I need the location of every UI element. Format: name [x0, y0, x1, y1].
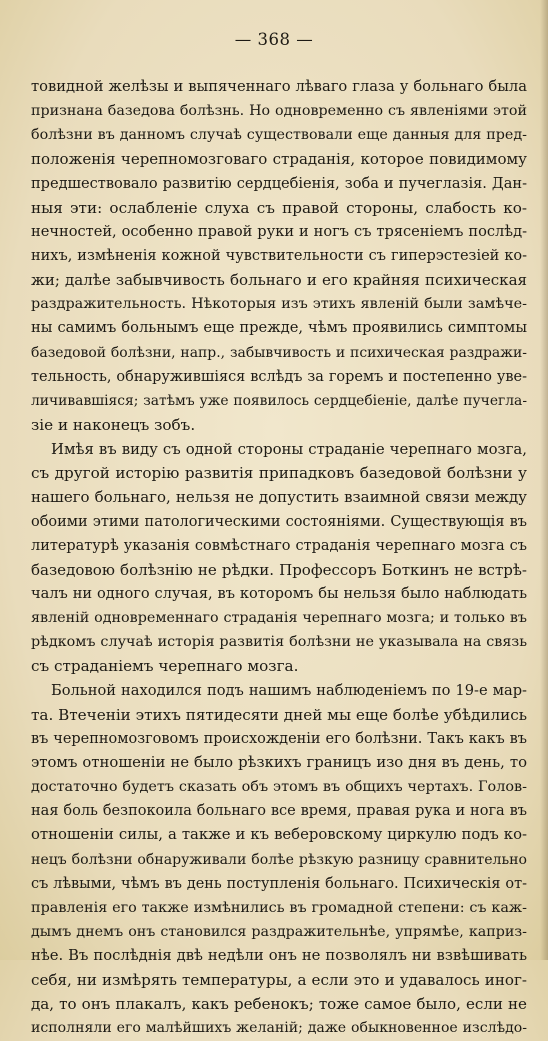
text-line: исполняли его малѣйшихъ желаній; даже обыкновенное изслѣдо-: [31, 1020, 527, 1037]
text-line: нѣе. Въ послѣднія двѣ недѣли онъ не позволялъ ни взвѣшивать: [31, 947, 527, 965]
text-line: Имѣя въ виду съ одной стороны страданіе черепнаго мозга,: [51, 440, 527, 459]
text-line: съ страданіемъ черепнаго мозга.: [31, 657, 299, 676]
text-line: Больной находился подъ нашимъ наблюденіемъ по 19-е мар-: [51, 681, 527, 699]
text-line: этомъ отношеніи не было рѣзкихъ границъ изо дня въ день, то: [31, 753, 527, 771]
text-line: обоими этими патологическими состояніями. Существующія въ: [31, 513, 527, 530]
page-edge-shadow: [540, 0, 548, 960]
body-text: [31, 75, 527, 1041]
text-line: предшествовало развитію сердцебіенія, зоба и пучеглазія. Дан-: [31, 175, 527, 192]
text-line: рѣдкомъ случаѣ исторія развитія болѣзни не указывала на связь: [31, 634, 527, 651]
text-line: жи; далѣе забывчивость больнаго и его крайняя психическая: [31, 271, 527, 290]
text-line: отношеніи силы, а также и къ веберовскому циркулю подъ ко-: [31, 826, 527, 844]
text-line: положенія черепномозговаго страданія, которое повидимому: [31, 150, 527, 169]
text-line: себя, ни измѣрять температуры, а если это и удавалось иног-: [31, 971, 527, 990]
text-line: чалъ ни одного случая, въ которомъ бы нельзя было наблюдать: [31, 584, 527, 602]
text-line: раздражительность. Нѣкоторыя изъ этихъ явленій были замѣче-: [31, 296, 527, 313]
text-line: съ другой исторію развитія припадковъ базедовой болѣзни у: [31, 464, 527, 483]
text-line: явленій одновременнаго страданія черепнаго мозга; и только въ: [31, 610, 527, 627]
text-line: товидной желѣзы и выпяченнаго лѣваго глаза у больнаго была: [31, 78, 527, 95]
text-line: тельность, обнаружившіяся вслѣдъ за горемъ и постепенно уве-: [31, 368, 527, 385]
text-line: болѣзни въ данномъ случаѣ существовали еще данныя для пред-: [31, 127, 527, 144]
text-line: личивавшіяся; затѣмъ уже появилось сердцебіеніе, далѣе пучегла-: [31, 392, 527, 409]
text-line: ная боль безпокоила больнаго все время, правая рука и нога въ: [31, 803, 527, 820]
text-line: нечностей, особенно правой руки и ногъ съ трясеніемъ послѣд-: [31, 222, 527, 240]
text-line: литературѣ указанія совмѣстнаго страданія черепнаго мозга съ: [31, 537, 527, 554]
text-line: нихъ, измѣненія кожной чувствительности съ гиперэстезіей ко-: [31, 247, 527, 264]
text-line: базедовою болѣзнію не рѣдки. Профессоръ Боткинъ не встрѣ-: [31, 560, 527, 579]
text-line: та. Втеченіи этихъ пятидесяти дней мы еще болѣе убѣдились: [31, 705, 527, 724]
text-line: базедовой болѣзни, напр., забывчивость и психическая раздражи-: [31, 344, 527, 361]
text-line: ныя эти: ослабленіе слуха съ правой стороны, слабость ко-: [31, 198, 527, 217]
page-number: — 368 —: [234, 30, 314, 49]
text-line: дымъ днемъ онъ становился раздражительнѣе, упрямѣе, каприз-: [31, 923, 527, 940]
text-line: да, то онъ плакалъ, какъ ребенокъ; тоже самое было, если не: [31, 995, 527, 1014]
text-line: достаточно будетъ сказать объ этомъ въ общихъ чертахъ. Голов-: [31, 779, 527, 796]
text-line: нецъ болѣзни обнаруживали болѣе рѣзкую разницу сравнительно: [31, 851, 527, 868]
text-line: съ лѣвыми, чѣмъ въ день поступленія больнаго. Психическія от-: [31, 875, 527, 892]
text-line: признана базедова болѣзнь. Но одновременно съ явленіями этой: [31, 103, 527, 120]
text-line: въ черепномозговомъ происхожденіи его болѣзни. Такъ какъ въ: [31, 730, 527, 747]
text-line: ны самимъ больнымъ еще прежде, чѣмъ проявились симптомы: [31, 319, 527, 337]
text-line: правленія его также измѣнились въ громадной степени: съ каж-: [31, 899, 527, 916]
text-line: зіе и наконецъ зобъ.: [31, 415, 196, 434]
text-line: нашего больнаго, нельзя не допустить взаимной связи между: [31, 488, 527, 507]
